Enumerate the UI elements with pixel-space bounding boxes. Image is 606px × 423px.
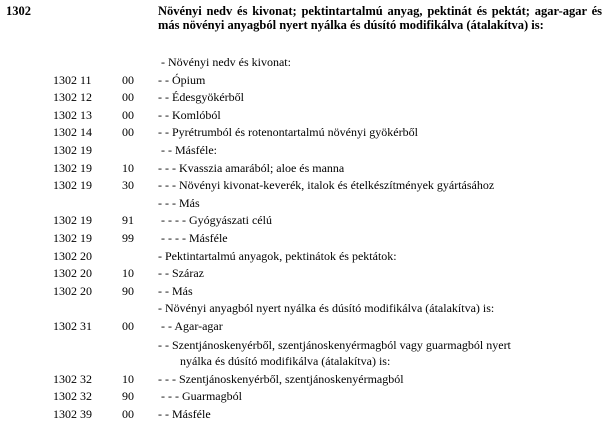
tariff-row [0,388,606,406]
tariff-row [0,300,606,318]
row-code: 1302 39 [53,406,92,421]
tariff-row [0,283,606,301]
tariff-row [0,230,606,248]
row-code: 1302 32 [53,389,92,404]
row-code: 1302 14 [53,125,92,140]
row-description: - - Ópium [158,72,206,87]
row-description: - - Agar-agar [158,318,223,333]
tariff-row [0,142,606,160]
row-code: 1302 13 [53,107,92,122]
tariff-row [0,124,606,142]
tariff-row [0,160,606,178]
row-code: 1302 11 [53,72,92,87]
row-description: - - Pyrétrumból és rotenontartalmú növényi gyökérből [158,125,418,140]
row-code: 1302 20 [53,248,92,263]
row-description: - - Komlóból [158,107,221,122]
row-description: - - Másféle [158,406,211,421]
row-subcode: 00 [122,125,134,140]
row-code: 1302 32 [53,371,92,386]
row-subcode: 00 [122,107,134,122]
heading-description: Növényi nedv és kivonat; pektintartalmú anyag, pektinát és pektát; agar-agar és más növényi anyagból nyert nyálka és dúsító modifikálva (átalakítva) is: [158,4,602,32]
row-subcode: 91 [122,213,134,228]
row-description: - Pektintartalmú anyagok, pektinátok és pektátok: [158,248,397,263]
row-code: 1302 31 [53,318,92,333]
row-subcode: 90 [122,283,134,298]
tariff-row [0,89,606,107]
tariff-row [0,371,606,389]
row-description: - - - Szentjánoskenyérből, szentjánoskenyérmagból [158,371,404,386]
row-code: 1302 19 [53,178,92,193]
row-subcode: 00 [122,406,134,421]
row-description: - Növényi anyagból nyert nyálka és dúsító modifikálva (átalakítva) is: [158,301,495,316]
tariff-row [0,336,606,371]
row-subcode: 10 [122,160,134,175]
tariff-row [0,107,606,125]
row-description: - - - - Gyógyászati célú [158,213,272,228]
row-subcode: 30 [122,178,134,193]
row-description-continuation: nyálka és dúsító modifikálva (átalakítva) is: [180,353,391,368]
tariff-row [0,265,606,283]
row-subcode: 00 [122,72,134,87]
row-code: 1302 19 [53,230,92,245]
row-subcode: 10 [122,266,134,281]
row-description: - - - Más [158,195,200,210]
tariff-row [0,318,606,336]
tariff-row [0,195,606,213]
row-description: - - Más [158,283,193,298]
row-description: - - - Kvasszia amarából; aloe és manna [158,160,345,175]
row-code: 1302 19 [53,160,92,175]
row-subcode: 90 [122,389,134,404]
row-code: 1302 19 [53,142,92,157]
tariff-rows [0,54,606,423]
row-description: - - Száraz [158,266,204,281]
row-code: 1302 12 [53,90,92,105]
row-description-line: - - Szentjánoskenyérből, szentjánoskenyérmagból vagy guarmagból nyert [158,337,511,352]
row-description: - Növényi nedv és kivonat: [158,55,291,69]
tariff-row [0,212,606,230]
tariff-row [0,54,606,72]
row-description: - - Édesgyökérből [158,90,244,105]
tariff-row [0,406,606,423]
tariff-row [0,177,606,195]
row-code: 1302 20 [53,266,92,281]
row-subcode: 10 [122,371,134,386]
row-description [158,337,598,369]
tariff-row [0,72,606,90]
row-description: - - - Guarmagból [158,389,242,404]
row-description: - - Másféle: [158,142,217,157]
row-subcode: 00 [122,90,134,105]
row-code: 1302 20 [53,283,92,298]
row-subcode: 99 [122,230,134,245]
heading-code: 1302 [6,4,31,18]
row-description: - - - Növényi kivonat-keverék, italok és ételkészítmények gyártásához [158,178,495,193]
row-code: 1302 19 [53,213,92,228]
tariff-row [0,248,606,266]
row-subcode: 00 [122,318,134,333]
row-description: - - - - Másféle [158,230,228,245]
